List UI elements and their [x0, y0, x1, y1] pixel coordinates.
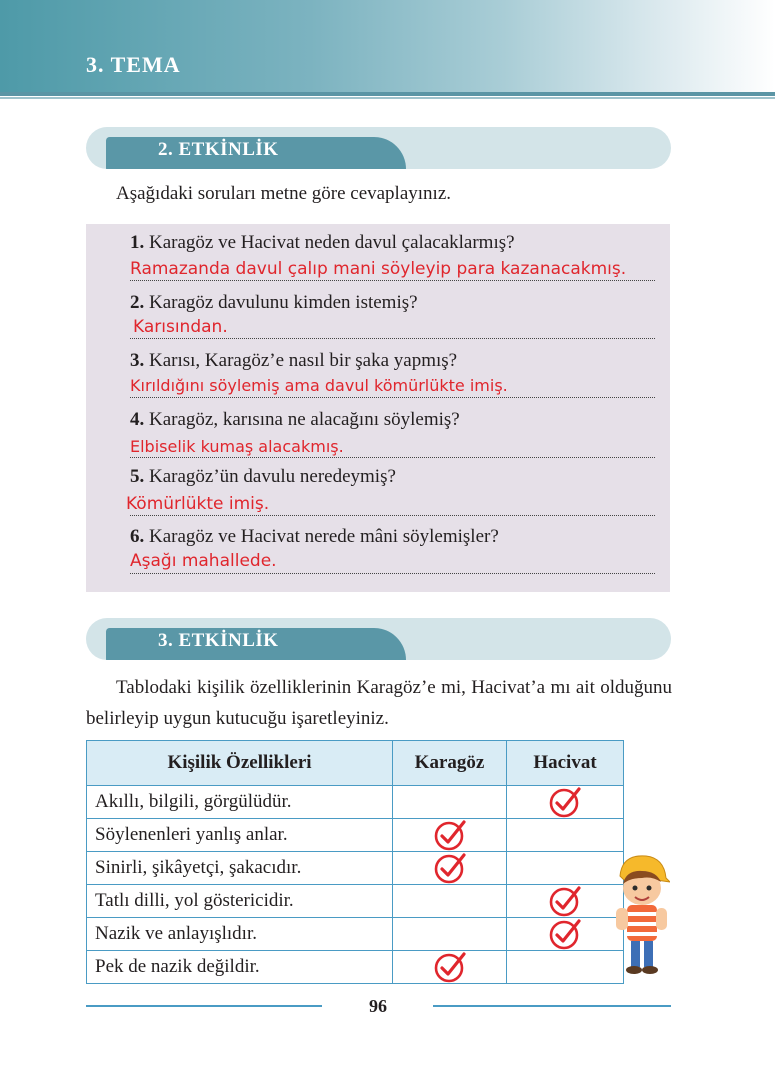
question-text: Karagöz ve Hacivat neden davul çalacaklarmış?: [149, 232, 515, 253]
question-text: Karısı, Karagöz’e nasıl bir şaka yapmış?: [149, 350, 458, 371]
header-banner: [0, 0, 775, 92]
karagoz-checkbox-cell[interactable]: [393, 885, 507, 918]
trait-cell: Sinirli, şikâyetçi, şakacıdır.: [87, 852, 393, 885]
header-divider: [0, 92, 775, 96]
hacivat-checkbox-cell[interactable]: [507, 852, 624, 885]
answer-3: Kırıldığını söylemiş ama davul kömürlükte imiş.: [130, 376, 508, 395]
question-6: [130, 526, 499, 548]
footer-line-left: [86, 1005, 322, 1007]
karagoz-checkbox-cell[interactable]: [393, 951, 507, 984]
karagoz-checkbox-cell[interactable]: [393, 819, 507, 852]
table-row: [87, 852, 624, 885]
table-row: [87, 885, 624, 918]
column-header-traits: Kişilik Özellikleri: [87, 741, 393, 786]
answer-5: Kömürlükte imiş.: [126, 494, 270, 514]
section-2-banner: [86, 127, 671, 169]
hacivat-checkbox-cell[interactable]: [507, 918, 624, 951]
section-3-title: 3. ETKİNLİK: [158, 630, 279, 651]
question-text: Karagöz’ün davulu neredeymiş?: [149, 466, 396, 487]
checkmark-icon: [433, 852, 467, 884]
question-3: [130, 350, 457, 372]
checkmark-icon: [433, 819, 467, 851]
traits-table: [86, 740, 624, 984]
question-number: 6.: [130, 526, 145, 547]
theme-title: 3. TEMA: [86, 52, 181, 77]
column-header-karagoz: Karagöz: [393, 741, 507, 786]
question-text: Karagöz ve Hacivat nerede mâni söylemişler?: [149, 526, 499, 547]
answer-line-5: [130, 515, 655, 516]
karagoz-checkbox-cell[interactable]: [393, 786, 507, 819]
trait-cell: Söylenenleri yanlış anlar.: [87, 819, 393, 852]
answer-line-3: [130, 397, 655, 398]
trait-cell: Pek de nazik değildir.: [87, 951, 393, 984]
hacivat-checkbox-cell[interactable]: [507, 951, 624, 984]
trait-cell: Tatlı dilli, yol göstericidir.: [87, 885, 393, 918]
question-2: [130, 292, 418, 314]
trait-cell: Nazik ve anlayışlıdır.: [87, 918, 393, 951]
checkmark-icon: [433, 951, 467, 983]
checkmark-icon: [548, 786, 582, 818]
karagoz-checkbox-cell[interactable]: [393, 852, 507, 885]
table-row: [87, 918, 624, 951]
boy-illustration: [612, 852, 670, 977]
section-2-instruction: Aşağıdaki soruları metne göre cevaplayınız.: [116, 183, 452, 204]
question-number: 4.: [130, 409, 145, 430]
table-row: [87, 819, 624, 852]
footer-line-right: [433, 1005, 671, 1007]
question-number: 3.: [130, 350, 145, 371]
question-1: [130, 232, 515, 254]
hacivat-checkbox-cell[interactable]: [507, 786, 624, 819]
answer-line-2: [130, 338, 655, 339]
checkmark-icon: [548, 885, 582, 917]
karagoz-checkbox-cell[interactable]: [393, 918, 507, 951]
answer-line-1: [130, 280, 655, 281]
hacivat-checkbox-cell[interactable]: [507, 819, 624, 852]
section-3-banner: [86, 618, 671, 660]
header-divider-thin: [0, 97, 775, 99]
page-number: 96: [369, 996, 387, 1016]
table-row: [87, 951, 624, 984]
answer-line-6: [130, 573, 655, 574]
hacivat-checkbox-cell[interactable]: [507, 885, 624, 918]
trait-cell: Akıllı, bilgili, görgülüdür.: [87, 786, 393, 819]
question-number: 1.: [130, 232, 145, 253]
question-text: Karagöz, karısına ne alacağını söylemiş?: [149, 409, 460, 430]
section-2-title: 2. ETKİNLİK: [158, 139, 279, 160]
answer-6: Aşağı mahallede.: [130, 551, 277, 571]
answer-2: Karısından.: [133, 317, 228, 337]
question-number: 5.: [130, 466, 145, 487]
table-row: [87, 786, 624, 819]
checkmark-icon: [548, 918, 582, 950]
section-3-instruction: Tablodaki kişilik özelliklerinin Karagöz’e mi, Hacivat’a mı ait olduğunu belirleyip uygun kutucuğu işaretleyiniz.: [86, 677, 672, 729]
answer-1: Ramazanda davul çalıp mani söyleyip para kazanacakmış.: [130, 259, 627, 279]
answer-line-4: [130, 457, 655, 458]
column-header-hacivat: Hacivat: [507, 741, 624, 786]
question-5: [130, 466, 396, 488]
question-text: Karagöz davulunu kimden istemiş?: [149, 292, 418, 313]
question-4: [130, 409, 460, 431]
answer-4: Elbiselik kumaş alacakmış.: [130, 437, 344, 456]
table-header-row: [87, 741, 624, 786]
question-number: 2.: [130, 292, 145, 313]
